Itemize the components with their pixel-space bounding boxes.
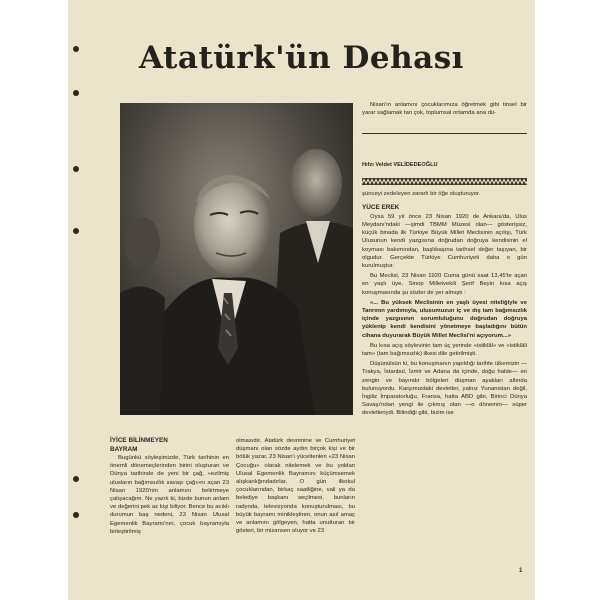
middle-column-text [236, 437, 355, 535]
section-heading [110, 446, 229, 455]
paragraph: Bu Meclisi, 23 Nisan 1920 Cuma günü saat 13,45'te açan en yaşlı üye, Sinop Milletvekili Şerif Beyin kısa açış konuşmasında şu sözler de yer almıştı : [362, 273, 527, 296]
right-column-text [362, 190, 527, 418]
paragraph: şünceyi zedeleyen zararlı bir öğe oluşturuyor. [362, 191, 481, 197]
paragraph: olmasıdır. Atatürk devrimine ve Cumhuriyet düşmanı olan sözde aydın birçok kişi ve bir bölük yazar, 23 Nisan'ı yüceltenleri «23 Nisan Çocuğu» olarak nitelemek ve bu yoldan Ulusal Egemenlik Bayramını küçümsemek alışkanlığındadırlar. O gün ilkokul çocuklarından, birkaç saatliğine, vali ya da belediye başkanı seçilmesi, bunların radyoda, televizyonda konuşturulması, bu büyük bayramı minikleştiren, onun asıl amaç ve anlamını gölgeyen, hatta unutturan bir gösteri, bir mizansen oluyor ve 23 [236, 438, 355, 535]
page-number: 1 [519, 568, 523, 574]
left-column-text [110, 437, 229, 536]
heading-line-1: İYİCE BİLİNMEYEN [110, 437, 168, 444]
section-heading: YÜCE EREK [362, 204, 400, 212]
page-margin [535, 0, 600, 600]
binding-hole [73, 228, 79, 234]
quote-paragraph: «... Bu yüksek Meclisinin en yaşlı üyesi niteliğiyle ve Tanrının yardımıyla, ulusumuzun iç ve dış tam bağımsızlık içinde yazgısının sorumluluğunu doğrudan doğruya yüklenip kendi kendisini yönetmeye başladığını bütün cihana duyurarak Büyük Millet Meclisi'ni açıyorum...» [362, 299, 527, 339]
binding-hole [73, 166, 79, 172]
article-title: Atatürk'ün Dehası [139, 40, 464, 76]
heading-line-2: BAYRAM [110, 445, 138, 453]
right-column-intro [362, 101, 527, 117]
paragraph: Düşünülsün ki, bu konuşmanın yapıldığı tarihte ülkemizin —Trakya, İstanbul, İzmir ve Adana da içinde, doğu halde— en zengin ve bayındır bölgeleri düşman ayakları altında bulunuyordu. Karşımızdaki devletler, yalnız Yunanistan değil, İngiliz İmparatorluğu, Fransa, hatta ABD gibi, Birinci Dünya Savaşı'ndan yengi ile çıkmış olan —o dönemin— süper devletleriydi. Bilindiği gibi, bizim ise [362, 361, 527, 417]
portrait-photo [120, 103, 353, 415]
binding-hole [73, 476, 79, 482]
ornamental-border [362, 178, 527, 185]
section-heading [110, 437, 229, 446]
binding-hole [73, 90, 79, 96]
paragraph: Oysa 59 yıl önce 23 Nisan 1920 de Ankara'da, Ulus Meydanı'ndaki —şimdi TBMM Müzesi olan— gösterişsiz, küçük binada ilk Türkiye Büyük Millet Meclisinin açılışı, Türk Ulusunun kendi yazgısına doğrudan doğruya kendisinin el koyması bakımından, başlıbaşına tarihsel değer taşıyan, bir olgudur. Gerçekte Türkiye Cumhuriyeti daha o gün kurulmuştur. [362, 213, 527, 269]
paragraph: Bu kısa açış söylevinin tam üç yerinde «istiklâl» ve «istiklâli tam» (tam bağımsızlık) ilkesi dile getirilmişti. [362, 342, 527, 357]
divider-line [362, 133, 527, 134]
author-byline: Hıfzı Veldet VELİDEDEOĞLU [362, 162, 438, 168]
binding-hole [73, 512, 79, 518]
paragraph: Bugünkü söyleşimizde, Türk tarihinin en önemli dönemeçlerinden birini oluşturan ve Dünya tarihinde de yeni bir çağ, «ezilmiş ulusların bağımsızlık savaşı çağı»nı açan 23 Nisan 1920'nin anlamını belirtmeye çalışacağım. Ne yazık ki, bizde bunun anlam ve değerini pek az kişi biliyor. Bence bu acıklı durumun baş nedeni, 23 Nisan Ulusal Egemenlik Bayramı'nın, çocuk bayramıyla birleştirilmiş [110, 455, 229, 535]
intro-paragraph: Nisan'ın anlamını çocuklarımıza öğretmek gibi tinsel bir yarar sağlamak tan çok, toplumsal ortamda ana dü- [362, 102, 527, 117]
